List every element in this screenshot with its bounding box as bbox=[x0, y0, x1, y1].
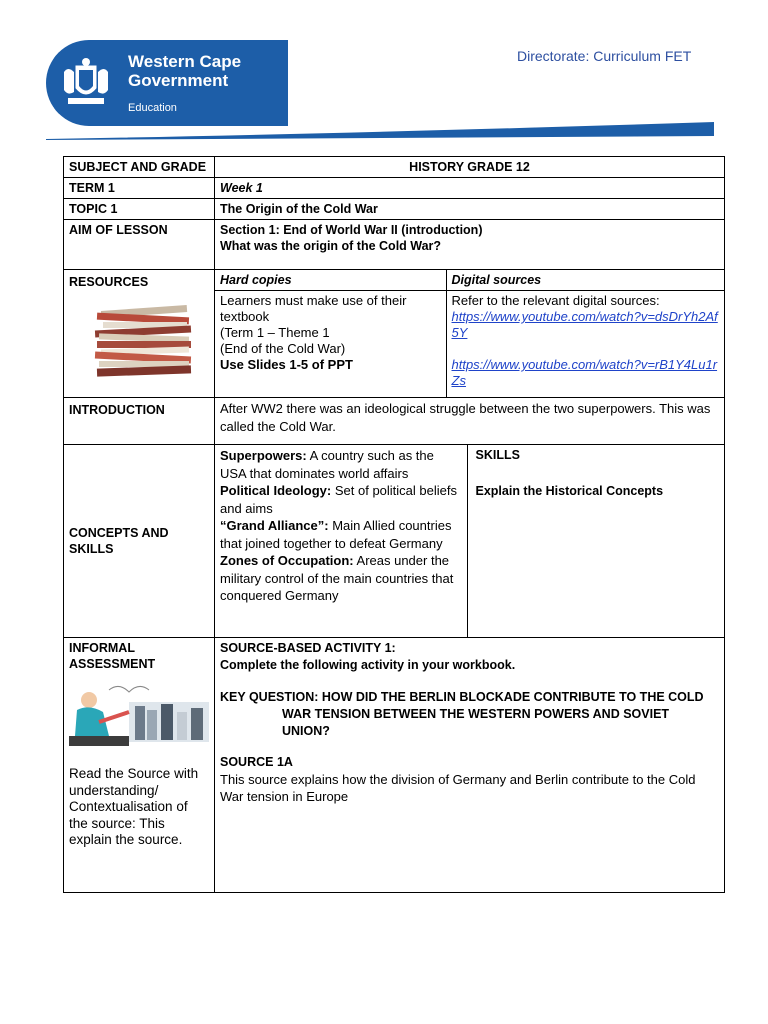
informal-note: Read the Source with understanding/ Contextualisation of the source: This explain the source. bbox=[69, 766, 199, 847]
concept-term: “Grand Alliance”: bbox=[220, 518, 329, 533]
directorate-label: Directorate: Curriculum FET bbox=[517, 48, 692, 64]
concept-item bbox=[220, 447, 462, 482]
informal-cell bbox=[64, 638, 215, 893]
digital-sources-cell bbox=[446, 291, 724, 398]
concepts-subtable bbox=[215, 445, 724, 637]
concept-item bbox=[220, 517, 462, 552]
skills-cell bbox=[467, 445, 724, 637]
resources-subtable bbox=[215, 270, 724, 397]
concept-item bbox=[220, 552, 462, 605]
source-text: This source explains how the division of Germany and Berlin contribute to the Cold War tension in Europe bbox=[220, 772, 696, 804]
resources-label: RESOURCES bbox=[69, 275, 149, 289]
concepts-list bbox=[215, 445, 467, 637]
row-concepts bbox=[64, 445, 725, 638]
source-heading: SOURCE 1A bbox=[220, 755, 293, 769]
youtube-link-2[interactable]: https://www.youtube.com/watch?v=rB1Y4Lu1rZs bbox=[451, 357, 718, 388]
wcg-logo bbox=[46, 40, 288, 126]
concepts-label: CONCEPTS AND SKILLS bbox=[64, 445, 215, 638]
subject-value: HISTORY GRADE 12 bbox=[215, 157, 725, 178]
aim-label: AIM OF LESSON bbox=[64, 220, 215, 270]
subject-label: SUBJECT AND GRADE bbox=[64, 157, 215, 178]
hard-line-1: Learners must make use of their textbook bbox=[220, 293, 407, 324]
hard-line-2: (Term 1 – Theme 1 bbox=[220, 325, 330, 340]
row-subject bbox=[64, 157, 725, 178]
digital-intro: Refer to the relevant digital sources: bbox=[451, 293, 660, 308]
concept-definition: Areas under the military control of the main countries that conquered Germany bbox=[220, 553, 454, 603]
term-value: Week 1 bbox=[215, 178, 725, 199]
logo-title: Western Cape Government bbox=[128, 52, 242, 90]
activity-instruction: Complete the following activity in your workbook. bbox=[220, 658, 516, 672]
row-resources bbox=[64, 270, 725, 398]
key-question-line-1: KEY QUESTION: HOW DID THE BERLIN BLOCKADE CONTRIBUTE TO THE COLD bbox=[220, 690, 704, 704]
concept-term: Political Ideology: bbox=[220, 483, 332, 498]
concept-definition: A country such as the USA that dominates world affairs bbox=[220, 448, 434, 481]
informal-label: INFORMAL ASSESSMENT bbox=[69, 641, 156, 671]
header-swoosh bbox=[46, 120, 714, 140]
hard-line-3: (End of the Cold War) bbox=[220, 341, 346, 356]
introduction-label: INTRODUCTION bbox=[64, 398, 215, 445]
concept-term: Zones of Occupation: bbox=[220, 553, 354, 568]
digital-sources-header: Digital sources bbox=[446, 270, 724, 291]
activity-title: SOURCE-BASED ACTIVITY 1: bbox=[220, 641, 396, 655]
concept-definition: Main Allied countries that joined together to defeat Germany bbox=[220, 518, 452, 551]
concept-definition: Set of political beliefs and aims bbox=[220, 483, 457, 516]
lesson-plan-table bbox=[63, 156, 725, 893]
concept-item bbox=[220, 482, 462, 517]
skills-value: Explain the Historical Concepts bbox=[475, 484, 664, 498]
row-topic bbox=[64, 199, 725, 220]
logo-subtitle: Education bbox=[128, 102, 177, 114]
resources-content bbox=[215, 270, 725, 398]
row-term bbox=[64, 178, 725, 199]
aim-line-2: What was the origin of the Cold War? bbox=[220, 239, 442, 253]
topic-label: TOPIC 1 bbox=[64, 199, 215, 220]
hard-copies-cell bbox=[215, 291, 446, 398]
skills-label: SKILLS bbox=[475, 448, 520, 462]
studying-student-image bbox=[69, 682, 209, 750]
aim-line-1: Section 1: End of World War II (introduction) bbox=[220, 223, 483, 237]
term-label: TERM 1 bbox=[64, 178, 215, 199]
concepts-content bbox=[215, 445, 725, 638]
introduction-text: After WW2 there was an ideological struggle between the two superpowers. This was called the Cold War. bbox=[215, 398, 725, 445]
topic-value: The Origin of the Cold War bbox=[215, 199, 725, 220]
book-stack-image bbox=[91, 304, 203, 380]
activity-cell bbox=[215, 638, 725, 893]
concept-term: Superpowers: bbox=[220, 448, 307, 463]
row-introduction bbox=[64, 398, 725, 445]
key-question-line-2: WAR TENSION BETWEEN THE WESTERN POWERS AND SOVIET UNION? bbox=[282, 707, 670, 738]
row-informal-assessment bbox=[64, 638, 725, 893]
coat-of-arms-icon bbox=[54, 52, 118, 114]
hard-line-4: Use Slides 1-5 of PPT bbox=[220, 357, 353, 372]
youtube-link-1[interactable]: https://www.youtube.com/watch?v=dsDrYh2Af5Y bbox=[451, 309, 718, 340]
row-aim bbox=[64, 220, 725, 270]
resources-cell bbox=[64, 270, 215, 398]
hard-copies-header: Hard copies bbox=[215, 270, 446, 291]
aim-value bbox=[215, 220, 725, 270]
